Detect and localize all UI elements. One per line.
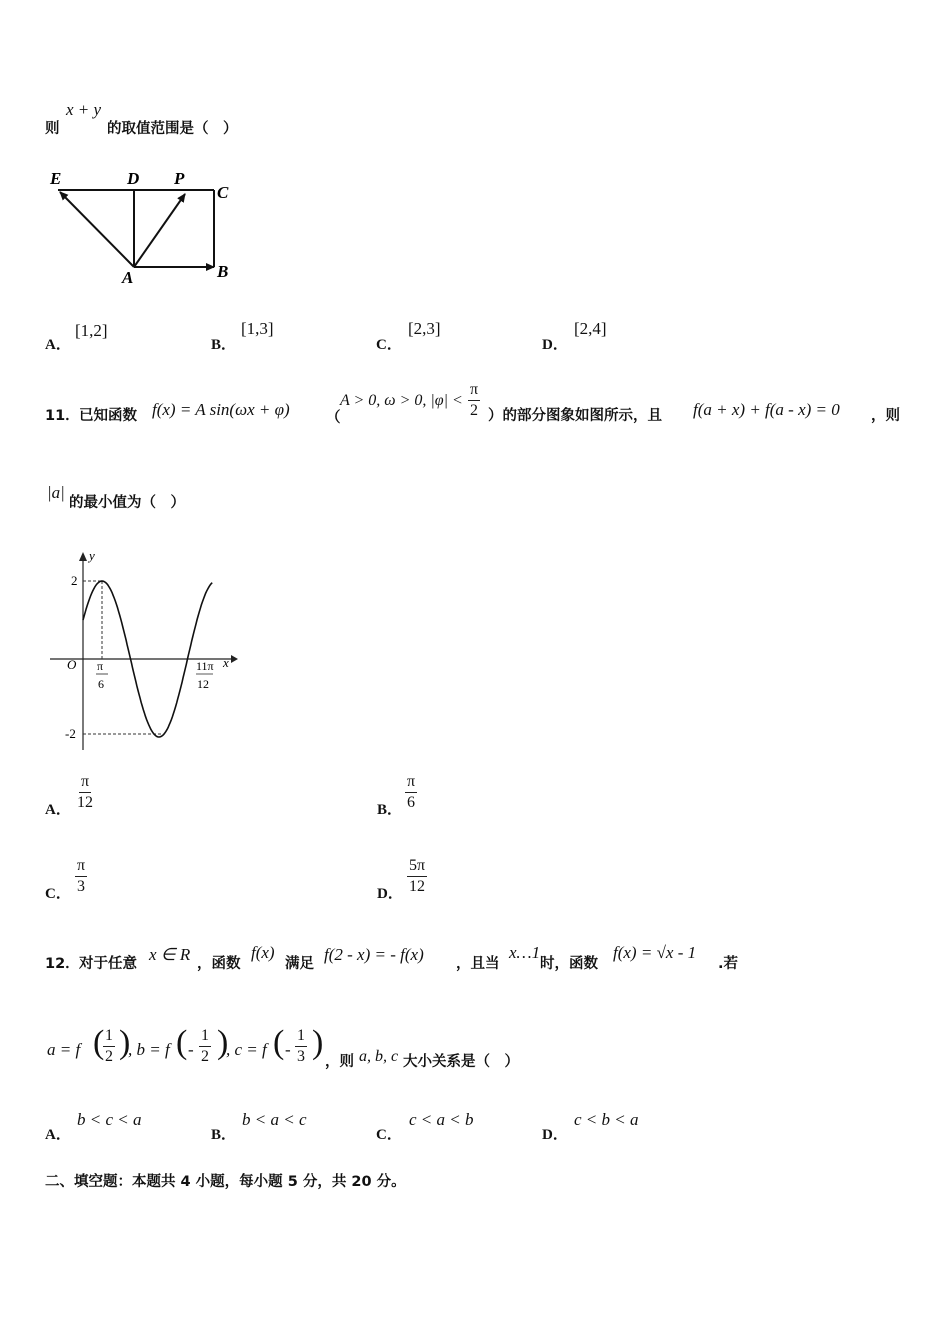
option-label: A． [45, 802, 71, 818]
label-d: D [127, 169, 140, 188]
option-label: C． [45, 886, 71, 902]
q12-option-a[interactable] [45, 1108, 195, 1143]
paren-close: ) [119, 1024, 131, 1061]
vector-ae [60, 192, 134, 267]
denominator: 3 [297, 1048, 305, 1065]
numerator: 1 [199, 1026, 211, 1047]
q10-option-b[interactable] [211, 318, 361, 353]
denominator: 3 [77, 878, 86, 895]
q12-vars: a, b, c [359, 1048, 399, 1065]
x-axis-arrow [231, 655, 238, 663]
tick2-denominator: 12 [197, 677, 209, 691]
denominator: 12 [409, 878, 426, 895]
tick1-denominator: 6 [98, 677, 104, 691]
q12-e3: f(2 - x) = - f(x) [324, 945, 424, 964]
tick2-numerator: 11π [196, 659, 214, 673]
q11-option-d[interactable] [377, 856, 577, 906]
option-label: D． [542, 337, 568, 353]
paren-close: ) [312, 1024, 324, 1061]
q12-a-lhs: a = f [47, 1040, 81, 1059]
option-value: [2,3] [408, 319, 441, 338]
option-label: C． [376, 1127, 402, 1143]
option-value: b < a < c [242, 1110, 307, 1129]
q11-text3: ，则 [871, 408, 900, 424]
q11-option-c[interactable] [45, 856, 245, 906]
minus-sign: - [285, 1040, 291, 1059]
denominator: 6 [407, 794, 416, 811]
option-label: B． [377, 802, 403, 818]
numerator: 5π [407, 856, 427, 877]
q12-e2: f(x) [251, 943, 275, 962]
option-fraction [75, 856, 87, 897]
q10-stem-suffix: 的取值范围是（ ） [107, 121, 238, 137]
paren-open: ( [176, 1024, 188, 1061]
q12-then: ，则 [325, 1054, 354, 1070]
option-fraction [75, 772, 95, 813]
q11-equation: f(a + x) + f(a - x) = 0 [693, 400, 840, 419]
q10-stem [45, 100, 345, 140]
option-label: D． [542, 1127, 568, 1143]
q11-option-a[interactable] [45, 772, 245, 822]
q12-option-d[interactable] [542, 1108, 692, 1143]
q10-stem-expr: x + y [66, 100, 102, 119]
origin-label: O [67, 657, 77, 672]
y-axis-label: y [89, 548, 95, 563]
option-value: b < c < a [77, 1110, 142, 1129]
option-fraction [405, 772, 417, 813]
denominator: 2 [470, 402, 479, 419]
denominator: 2 [105, 1048, 113, 1065]
paren-open: ( [273, 1024, 285, 1061]
numerator: 1 [103, 1026, 115, 1047]
q12-e4: x…1 [509, 943, 541, 962]
label-p: P [174, 169, 185, 188]
q12-option-b[interactable] [211, 1108, 361, 1143]
q12-t6: .若 [718, 956, 739, 972]
option-label: A． [45, 1127, 71, 1143]
x-axis-label: x [223, 655, 229, 670]
denominator: 12 [77, 794, 93, 811]
numerator: π [468, 380, 480, 401]
option-label: B． [211, 1127, 237, 1143]
numerator: 1 [295, 1026, 307, 1047]
q12-t5: 时，函数 [540, 956, 598, 972]
q11-line2-text: 的最小值为（ ） [69, 495, 185, 511]
label-b: B [217, 262, 229, 281]
q12-a-fraction [103, 1026, 115, 1067]
q11-stem-line1 [45, 380, 915, 430]
option-label: C． [376, 337, 402, 353]
option-fraction [407, 856, 427, 897]
question-number: 11． [45, 408, 80, 424]
numerator: π [79, 772, 91, 793]
q10-option-a[interactable] [45, 318, 195, 353]
q12-e1: x ∈ R [149, 945, 191, 964]
q11-graph [45, 545, 245, 755]
q12-end: 大小关系是（ ） [403, 1054, 519, 1070]
q12-stem-line2 [45, 1024, 645, 1074]
numerator: π [75, 856, 87, 877]
option-value: [1,2] [75, 321, 108, 340]
option-label: B． [211, 337, 237, 353]
option-value: c < b < a [574, 1110, 639, 1129]
q11-stem-line2 [45, 480, 345, 510]
q12-t1: 对于任意 [79, 956, 137, 972]
denominator: 2 [201, 1048, 209, 1065]
q11-option-b[interactable] [377, 772, 577, 822]
minus-sign: - [188, 1040, 194, 1059]
q12-option-c[interactable] [376, 1108, 526, 1143]
numerator: π [405, 772, 417, 793]
q10-figure [40, 165, 250, 290]
option-value: [2,4] [574, 319, 607, 338]
q12-c-lhs: , c = f [226, 1040, 267, 1059]
q11-condition: A > 0, ω > 0, |φ| < [340, 392, 463, 409]
q12-c-fraction [295, 1026, 307, 1067]
y-max-label: 2 [71, 573, 78, 588]
q10-option-c[interactable] [376, 318, 526, 353]
q11-abs-a: |a| [47, 483, 65, 502]
q12-b-lhs: , b = f [128, 1040, 170, 1059]
paren-open: ( [93, 1024, 105, 1061]
q11-text2: ）的部分图象如图所示，且 [488, 408, 662, 424]
q12-t3: 满足 [285, 956, 314, 972]
option-value: c < a < b [409, 1110, 474, 1129]
q12-e5: f(x) = √x - 1 [613, 943, 697, 962]
q10-option-d[interactable] [542, 318, 692, 353]
label-a: A [122, 268, 134, 287]
q11-text1: 已知函数 [79, 408, 137, 424]
section-heading: 二、填空题：本题共 4 小题，每小题 5 分，共 20 分。 [45, 1174, 406, 1190]
option-label: D． [377, 886, 403, 902]
q12-b-fraction [199, 1026, 211, 1067]
question-number: 12． [45, 956, 80, 972]
q11-condition-fraction [468, 380, 480, 421]
y-axis-arrow [79, 552, 87, 561]
tick1-numerator: π [97, 659, 104, 673]
option-label: A． [45, 337, 71, 353]
q12-stem-line1 [45, 940, 925, 976]
y-min-label: -2 [65, 726, 76, 741]
q12-t4: ，且当 [456, 956, 500, 972]
q11-open-paren: （ [326, 410, 341, 426]
vector-ap [134, 194, 185, 267]
q11-function: f(x) = A sin(ωx + φ) [152, 400, 290, 419]
option-value: [1,3] [241, 319, 274, 338]
q12-t2: ，函数 [197, 956, 241, 972]
label-e: E [50, 169, 62, 188]
q10-stem-prefix: 则 [45, 121, 60, 137]
paren-close: ) [217, 1024, 229, 1061]
label-c: C [217, 183, 229, 202]
